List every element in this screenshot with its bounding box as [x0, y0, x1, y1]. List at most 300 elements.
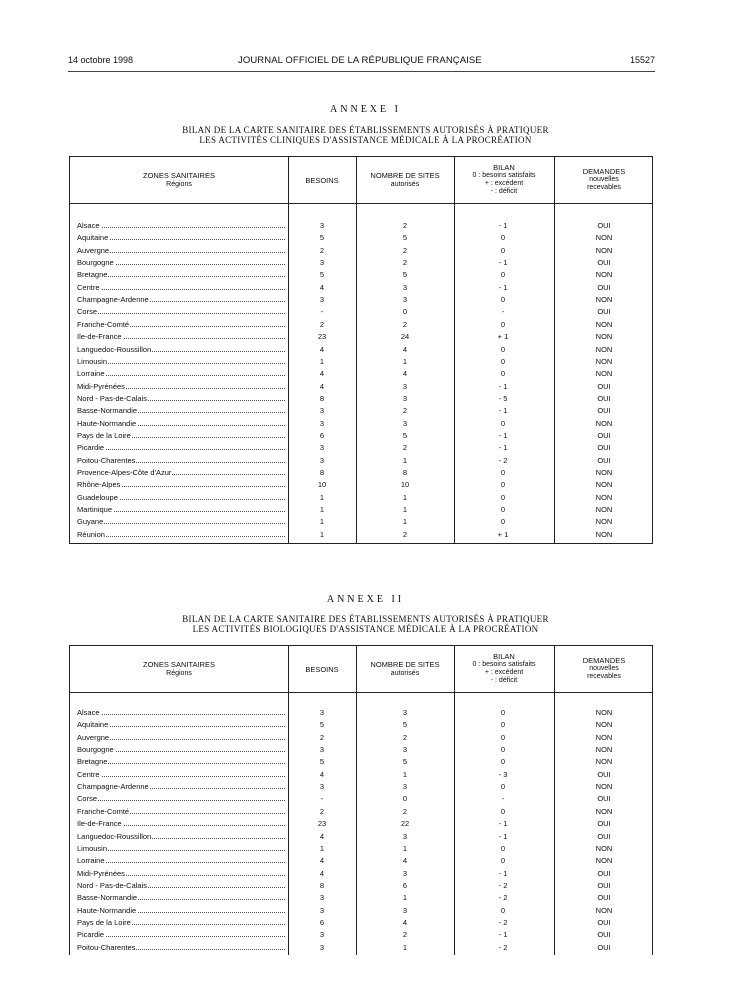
zone-name: Picardie [77, 930, 105, 940]
zone-name: Bretagne [77, 757, 108, 767]
table-row [70, 906, 652, 918]
bilan-cell: 0 [500, 720, 506, 730]
bilan-cell: - 1 [498, 258, 508, 268]
zone-cell [77, 930, 285, 939]
table-row [70, 832, 652, 844]
header-bilan-1: BILAN [493, 652, 515, 661]
bilan-cell: - 1 [498, 430, 508, 440]
zone-name: Réunion [77, 529, 105, 539]
demandes-cell: OUI [597, 381, 611, 391]
sites-cell: 3 [402, 295, 408, 305]
besoins-cell: 4 [319, 831, 325, 841]
bilan-cell: - 1 [498, 282, 508, 292]
table-row [70, 270, 652, 282]
bilan-cell: 0 [500, 492, 506, 502]
zone-name: Pays de la Loire [77, 430, 131, 440]
bilan-cell: - 3 [498, 769, 508, 779]
zone-cell [77, 246, 285, 255]
bilan-cell: 0 [500, 708, 506, 717]
zone-cell [77, 844, 285, 853]
zone-name: Basse-Normandie [77, 406, 138, 416]
demandes-cell: OUI [597, 794, 611, 804]
demandes-cell: NON [595, 468, 613, 477]
table-row [70, 480, 652, 492]
besoins-cell: - [320, 794, 324, 804]
besoins-cell: 3 [319, 258, 325, 268]
demandes-cell: NON [595, 369, 613, 379]
sites-cell: 1 [402, 505, 408, 515]
table-header [70, 157, 652, 204]
bilan-cell: 0 [500, 843, 506, 853]
besoins-cell: 3 [319, 443, 325, 453]
zone-name: Basse-Normandie [77, 893, 138, 903]
zone-cell [77, 906, 285, 915]
zone-name: Centre [77, 282, 100, 292]
demandes-cell: NON [595, 856, 613, 866]
table-header [70, 646, 652, 693]
demandes-cell: NON [595, 319, 613, 329]
zone-name: Midi-Pyrénées [77, 868, 125, 878]
demandes-cell: OUI [597, 819, 611, 829]
table-row [70, 419, 652, 431]
zone-name: Bretagne [77, 270, 108, 280]
demandes-cell: NON [595, 782, 613, 792]
besoins-cell: 3 [319, 893, 325, 903]
zone-cell [77, 443, 285, 452]
sites-cell: 2 [402, 529, 408, 539]
zone-cell [77, 720, 285, 729]
header-besoins-label: BESOINS [305, 664, 339, 674]
demandes-cell: OUI [597, 406, 611, 416]
zone-cell [77, 480, 285, 489]
zone-name: Aquitaine [77, 233, 109, 243]
bilan-cell: - 1 [498, 381, 508, 391]
besoins-cell: 4 [319, 344, 325, 354]
zone-name: Limousin [77, 843, 108, 853]
demandes-cell: NON [595, 843, 613, 853]
besoins-cell: 1 [319, 356, 325, 366]
demandes-cell: NON [595, 505, 613, 515]
bilan-cell: 0 [500, 295, 506, 305]
header-bilan-3: + : excédent [484, 180, 524, 187]
annex2-title: ANNEXE II [326, 594, 405, 605]
demandes-cell: OUI [597, 258, 611, 268]
table-row [70, 819, 652, 831]
bilan-cell: - [501, 794, 505, 804]
table-row [70, 869, 652, 881]
besoins-cell: 6 [319, 430, 325, 440]
zone-cell [77, 708, 285, 717]
sites-cell: 3 [402, 868, 408, 878]
sites-cell: 1 [402, 893, 408, 903]
table-row [70, 283, 652, 295]
table-row [70, 307, 652, 319]
zone-cell [77, 856, 285, 865]
header-bilan-4: - : déficit [490, 188, 518, 195]
zone-name: Ile-de-France [77, 332, 122, 342]
zone-cell [77, 345, 285, 354]
zone-cell [77, 918, 285, 927]
zone-name: Champagne-Ardenne [77, 782, 149, 792]
demandes-cell: NON [595, 732, 613, 742]
table-row [70, 258, 652, 270]
demandes-cell: NON [595, 517, 613, 527]
bilan-cell: + 1 [497, 529, 509, 539]
sites-cell: 3 [402, 905, 408, 915]
header-zones [70, 157, 288, 203]
besoins-cell: 2 [319, 319, 325, 329]
header-rule [68, 71, 655, 72]
table-row [70, 233, 652, 245]
demandes-cell: OUI [597, 443, 611, 453]
zone-name: Auvergne [77, 245, 110, 255]
sites-cell: 5 [402, 720, 408, 730]
zone-cell [77, 832, 285, 841]
annex1-subtitle-line1: BILAN DE LA CARTE SANITAIRE DES ÉTABLISSEMENTS AUTORISÉS À PRATIQUER [182, 125, 549, 135]
header-sites-sub: autorisés [390, 670, 420, 677]
zone-cell [77, 382, 285, 391]
table-row [70, 517, 652, 529]
zone-cell [77, 456, 285, 465]
sites-cell: 3 [402, 381, 408, 391]
besoins-cell: 1 [319, 517, 325, 527]
demandes-cell: OUI [597, 868, 611, 878]
header-demandes-3: recevables [587, 673, 621, 680]
demandes-cell: OUI [597, 455, 611, 465]
demandes-cell: NON [595, 344, 613, 354]
sites-cell: 2 [402, 930, 408, 940]
header-besoins [288, 646, 356, 692]
sites-cell: 3 [402, 745, 408, 755]
table-row [70, 881, 652, 893]
table-row [70, 807, 652, 819]
besoins-cell: 5 [319, 720, 325, 730]
zone-cell [77, 807, 285, 816]
demandes-cell: OUI [597, 430, 611, 440]
header-demandes-2: nouvelles [589, 176, 619, 183]
annex1-subtitle-line2: LES ACTIVITÉS CLINIQUES D'ASSISTANCE MÉDICALE À LA PROCRÉATION [199, 135, 532, 145]
annex2-subtitle-line2: LES ACTIVITÉS BIOLOGIQUES D'ASSISTANCE MÉDICALE À LA PROCRÉATION [192, 624, 539, 634]
sites-cell: 3 [402, 708, 408, 717]
zone-name: Haute-Normandie [77, 418, 137, 428]
bilan-cell: 0 [500, 233, 506, 243]
demandes-cell: NON [595, 356, 613, 366]
sites-cell: 1 [402, 517, 408, 527]
bilan-cell: 0 [500, 319, 506, 329]
besoins-cell: 2 [319, 732, 325, 742]
table-row [70, 295, 652, 307]
demandes-cell: OUI [597, 769, 611, 779]
bilan-cell: 0 [500, 468, 506, 477]
besoins-cell: 4 [319, 856, 325, 866]
besoins-cell: 23 [317, 332, 327, 342]
table-row [70, 320, 652, 332]
table-row [70, 369, 652, 381]
zone-cell [77, 307, 285, 316]
sites-cell: 3 [402, 393, 408, 403]
besoins-cell: 3 [319, 406, 325, 416]
sites-cell: 5 [402, 233, 408, 243]
demandes-cell: NON [595, 492, 613, 502]
demandes-cell: NON [595, 233, 613, 243]
sites-cell: 4 [402, 856, 408, 866]
zone-name: Languedoc-Roussillon [77, 344, 152, 354]
sites-cell: 3 [402, 282, 408, 292]
table-row [70, 431, 652, 443]
zone-cell [77, 770, 285, 779]
header-demandes [554, 157, 654, 203]
bilan-cell: - 1 [498, 819, 508, 829]
sites-cell: 1 [402, 455, 408, 465]
demandes-cell: OUI [597, 831, 611, 841]
demandes-cell: NON [595, 708, 613, 717]
besoins-cell: 4 [319, 282, 325, 292]
bilan-cell: - 1 [498, 443, 508, 453]
zone-cell [77, 283, 285, 292]
zone-name: Martinique [77, 505, 113, 515]
besoins-cell: 1 [319, 529, 325, 539]
bilan-cell: 0 [500, 732, 506, 742]
sites-cell: 4 [402, 369, 408, 379]
demandes-cell: NON [595, 270, 613, 280]
zone-cell [77, 530, 285, 539]
besoins-cell: 8 [319, 393, 325, 403]
header-sites-sub: autorisés [390, 181, 420, 188]
header-zones-label: ZONES SANITAIRES [143, 171, 215, 180]
sites-cell: 4 [402, 344, 408, 354]
header-demandes [554, 646, 654, 692]
header-bilan [454, 157, 554, 203]
header-besoins-label: BESOINS [305, 175, 339, 185]
bilan-cell: 0 [500, 757, 506, 767]
zone-cell [77, 221, 285, 230]
zone-cell [77, 431, 285, 440]
table-row [70, 708, 652, 720]
header-zones-label: ZONES SANITAIRES [143, 660, 215, 669]
zone-cell [77, 406, 285, 415]
header-zones [70, 646, 288, 692]
header-regions-label: Régions [166, 670, 192, 677]
demandes-cell: NON [595, 745, 613, 755]
sites-cell: 5 [402, 270, 408, 280]
header-sites-label: NOMBRE DE SITES [370, 660, 440, 669]
demandes-cell: OUI [597, 307, 611, 317]
zone-name: Champagne-Ardenne [77, 295, 149, 305]
zone-name: Pays de la Loire [77, 917, 131, 927]
bilan-cell: 0 [500, 782, 506, 792]
zone-cell [77, 394, 285, 403]
bilan-cell: 0 [500, 856, 506, 866]
zone-cell [77, 295, 285, 304]
demandes-cell: OUI [597, 930, 611, 940]
bilan-cell: 0 [500, 806, 506, 816]
demandes-cell: NON [595, 720, 613, 730]
sites-cell: 6 [402, 880, 408, 890]
besoins-cell: 1 [319, 843, 325, 853]
header-demandes-1: DEMANDES [582, 167, 626, 176]
besoins-cell: 3 [319, 905, 325, 915]
besoins-cell: 3 [319, 930, 325, 940]
header-besoins [288, 157, 356, 203]
bilan-cell: - 2 [498, 942, 508, 952]
sites-cell: 3 [402, 831, 408, 841]
sites-cell: 24 [400, 332, 410, 342]
besoins-cell: 8 [319, 468, 325, 477]
table-row [70, 918, 652, 930]
sites-cell: 10 [400, 480, 410, 490]
zone-name: Franche-Comté [77, 319, 130, 329]
header-sites [356, 646, 454, 692]
header-demandes-3: recevables [587, 184, 621, 191]
bilan-cell: - 2 [498, 880, 508, 890]
besoins-cell: 3 [319, 455, 325, 465]
zone-name: Ile-de-France [77, 819, 122, 829]
table-row [70, 930, 652, 942]
header-sites [356, 157, 454, 203]
zone-name: Poitou-Charentes [77, 942, 136, 952]
sites-cell: 2 [402, 258, 408, 268]
table-row [70, 493, 652, 505]
bilan-cell: 0 [500, 245, 506, 255]
demandes-cell: NON [595, 757, 613, 767]
header-page-number: 15527 [629, 55, 655, 65]
besoins-cell: 4 [319, 769, 325, 779]
bilan-cell: 0 [500, 905, 506, 915]
bilan-cell: 0 [500, 369, 506, 379]
table-row [70, 382, 652, 394]
annex2-table [69, 645, 653, 955]
zone-name: Auvergne [77, 732, 110, 742]
zone-name: Franche-Comté [77, 806, 130, 816]
sites-cell: 2 [402, 319, 408, 329]
bilan-cell: - 2 [498, 917, 508, 927]
sites-cell: 0 [402, 307, 408, 317]
table-row [70, 943, 652, 955]
zone-cell [77, 757, 285, 766]
bilan-cell: 0 [500, 270, 506, 280]
zone-cell [77, 881, 285, 890]
demandes-cell: NON [595, 529, 613, 539]
besoins-cell: 1 [319, 492, 325, 502]
besoins-cell: 2 [319, 245, 325, 255]
table-row [70, 733, 652, 745]
sites-cell: 1 [402, 769, 408, 779]
bilan-cell: 0 [500, 517, 506, 527]
zone-name: Picardie [77, 443, 105, 453]
page-header [68, 55, 655, 69]
demandes-cell: NON [595, 905, 613, 915]
bilan-cell: - 1 [498, 406, 508, 416]
zone-name: Nord - Pas-de-Calais [77, 880, 148, 890]
zone-name: Alsace [77, 708, 100, 717]
table-row [70, 844, 652, 856]
header-demandes-1: DEMANDES [582, 656, 626, 665]
zone-cell [77, 320, 285, 329]
header-demandes-2: nouvelles [589, 665, 619, 672]
bilan-cell: 0 [500, 745, 506, 755]
besoins-cell: 3 [319, 418, 325, 428]
besoins-cell: 4 [319, 369, 325, 379]
zone-name: Poitou-Charentes [77, 455, 136, 465]
zone-cell [77, 493, 285, 502]
zone-cell [77, 419, 285, 428]
besoins-cell: 5 [319, 233, 325, 243]
besoins-cell: 3 [319, 942, 325, 952]
bilan-cell: - 1 [498, 930, 508, 940]
table-row [70, 357, 652, 369]
table-row [70, 345, 652, 357]
demandes-cell: OUI [597, 221, 611, 230]
zone-name: Aquitaine [77, 720, 109, 730]
table-row [70, 530, 652, 542]
zone-cell [77, 505, 285, 514]
sites-cell: 2 [402, 406, 408, 416]
sites-cell: 2 [402, 245, 408, 255]
besoins-cell: 2 [319, 806, 325, 816]
sites-cell: 1 [402, 942, 408, 952]
table-row [70, 770, 652, 782]
zone-name: Limousin [77, 356, 108, 366]
zone-cell [77, 258, 285, 267]
sites-cell: 2 [402, 443, 408, 453]
besoins-cell: 3 [319, 295, 325, 305]
besoins-cell: 5 [319, 757, 325, 767]
bilan-cell: - 1 [498, 221, 508, 230]
besoins-cell: 5 [319, 270, 325, 280]
sites-cell: 1 [402, 356, 408, 366]
bilan-cell: - 1 [498, 868, 508, 878]
zone-name: Corse [77, 794, 98, 804]
demandes-cell: NON [595, 480, 613, 490]
bilan-cell: 0 [500, 480, 506, 490]
zone-name: Nord - Pas-de-Calais [77, 393, 148, 403]
header-bilan-3: + : excédent [484, 669, 524, 676]
besoins-cell: 4 [319, 381, 325, 391]
zone-cell [77, 332, 285, 341]
header-bilan-4: - : déficit [490, 677, 518, 684]
zone-name: Languedoc-Roussillon [77, 831, 152, 841]
table-row [70, 443, 652, 455]
zone-cell [77, 357, 285, 366]
zone-cell [77, 745, 285, 754]
zone-name: Bourgogne [77, 258, 114, 268]
demandes-cell: OUI [597, 880, 611, 890]
sites-cell: 5 [402, 430, 408, 440]
header-regions-label: Régions [166, 181, 192, 188]
sites-cell: 8 [402, 468, 408, 477]
demandes-cell: OUI [597, 942, 611, 952]
bilan-cell: - 2 [498, 455, 508, 465]
zone-cell [77, 369, 285, 378]
sites-cell: 22 [400, 819, 410, 829]
table-row [70, 794, 652, 806]
zone-name: Lorraine [77, 369, 105, 379]
besoins-cell: 3 [319, 708, 325, 717]
demandes-cell: OUI [597, 282, 611, 292]
sites-cell: 1 [402, 492, 408, 502]
besoins-cell: 3 [319, 745, 325, 755]
bilan-cell: - 5 [498, 393, 508, 403]
zone-cell [77, 517, 285, 526]
bilan-cell: - 1 [498, 831, 508, 841]
sites-cell: 3 [402, 418, 408, 428]
table-row [70, 757, 652, 769]
header-bilan-1: BILAN [493, 163, 515, 172]
bilan-cell: + 1 [497, 332, 509, 342]
sites-cell: 2 [402, 221, 408, 230]
table-row [70, 221, 652, 233]
table-row [70, 505, 652, 517]
